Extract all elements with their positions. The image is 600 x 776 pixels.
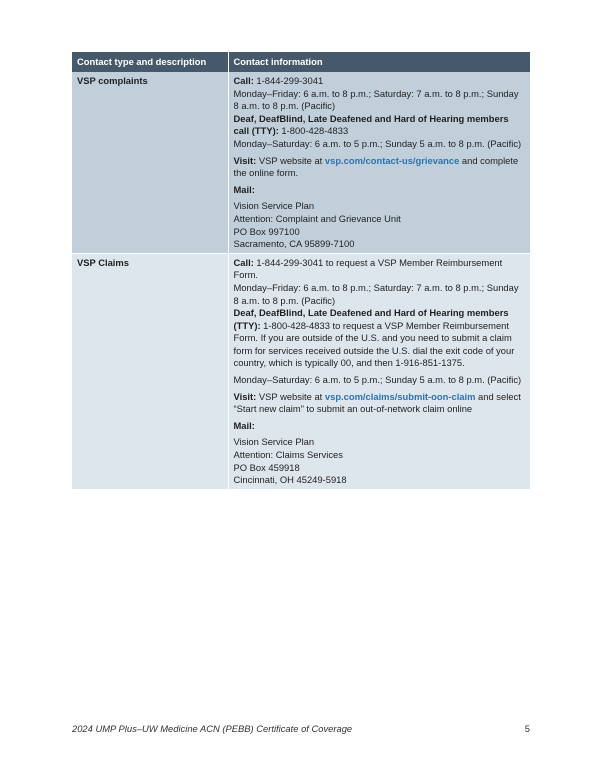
mail-address-line: Cincinnati, OH 45249-5918 — [233, 474, 347, 486]
claims-link[interactable]: vsp.com/claims/submit-oon-claim — [324, 390, 476, 402]
table-row — [72, 72, 530, 253]
tty-hours: Monday–Saturday: 6 a.m. to 5 p.m.; Sunday 5 a.m. to 8 p.m. (Pacific) — [233, 137, 522, 149]
call-line — [234, 257, 526, 282]
call-text: 1-844-299-3041 — [253, 75, 324, 86]
visit-pre: VSP website at — [256, 154, 325, 166]
mail-address-line: PO Box 459918 — [233, 461, 300, 473]
call-line — [234, 75, 526, 88]
mail-address-line: Vision Service Plan — [233, 436, 315, 448]
call-text: 1-844-299-3041 to request a VSP Member Reimbursement Form. — [233, 256, 503, 281]
visit-post: and select “Start new claim” to submit an out-of-network claim online — [233, 390, 521, 415]
contact-table — [72, 52, 530, 490]
contact-type: VSP Claims — [77, 256, 129, 268]
tty-text: 1-800-428-4833 — [278, 125, 349, 137]
mail-label: Mail: — [233, 183, 255, 195]
tty-hours: Monday–Saturday: 6 a.m. to 5 p.m.; Sunday 5 a.m. to 8 p.m. (Pacific) — [233, 374, 522, 386]
contact-type-cell — [72, 72, 228, 253]
contact-type: VSP complaints — [77, 75, 148, 86]
table-header-row — [72, 52, 530, 72]
tty-label: Deaf, DeafBlind, Late Deafened and Hard of Hearing members (TTY): — [233, 307, 509, 331]
grievance-link[interactable]: vsp.com/contact-us/grievance — [324, 154, 460, 166]
contact-info-cell — [228, 253, 530, 489]
mail-address-line: Attention: Complaint and Grievance Unit — [233, 212, 401, 224]
tty-text: 1-800-428-4833 to request a VSP Member Reimbursement Form. If you are outside of the U.S. and you need to submit a claim form for services received outside the U.S. dial the exit code of your country, which is typically 00, and then 1-916-851-1375. — [233, 319, 515, 369]
tty-label: Deaf, DeafBlind, Late Deafened and Hard of Hearing members call (TTY): — [233, 112, 509, 137]
page-footer — [72, 723, 530, 734]
mail-label: Mail: — [233, 419, 255, 431]
visit-label: Visit: — [233, 154, 257, 166]
page-number: 5 — [524, 723, 530, 734]
column-header-type: Contact type and description — [72, 52, 228, 72]
tty-line — [234, 113, 526, 138]
mail-address-line: Attention: Claims Services — [233, 449, 343, 461]
visit-line — [234, 391, 526, 416]
table-row — [72, 253, 530, 489]
visit-post: and complete the online form. — [233, 154, 519, 179]
visit-label: Visit: — [233, 390, 257, 402]
call-label: Call: — [233, 256, 254, 268]
footer-title: 2024 UMP Plus–UW Medicine ACN (PEBB) Certificate of Coverage — [72, 723, 353, 734]
visit-line — [234, 155, 526, 180]
call-hours: Monday–Friday: 6 a.m. to 8 p.m.; Saturday: 7 a.m. to 8 p.m.; Sunday 8 a.m. to 8 p.m. (Pacific) — [233, 281, 519, 306]
contact-info-cell — [228, 72, 530, 253]
mail-address-line: PO Box 997100 — [233, 225, 300, 237]
visit-pre: VSP website at — [256, 390, 325, 402]
call-label: Call: — [233, 75, 254, 86]
column-header-info: Contact information — [228, 52, 530, 72]
contact-type-cell — [72, 253, 228, 489]
tty-line — [234, 307, 526, 370]
call-hours: Monday–Friday: 6 a.m. to 8 p.m.; Saturday: 7 a.m. to 8 p.m.; Sunday 8 a.m. to 8 p.m. (Pacific) — [233, 87, 519, 112]
mail-address-line: Vision Service Plan — [233, 200, 315, 212]
mail-address-line: Sacramento, CA 95899-7100 — [233, 238, 355, 250]
